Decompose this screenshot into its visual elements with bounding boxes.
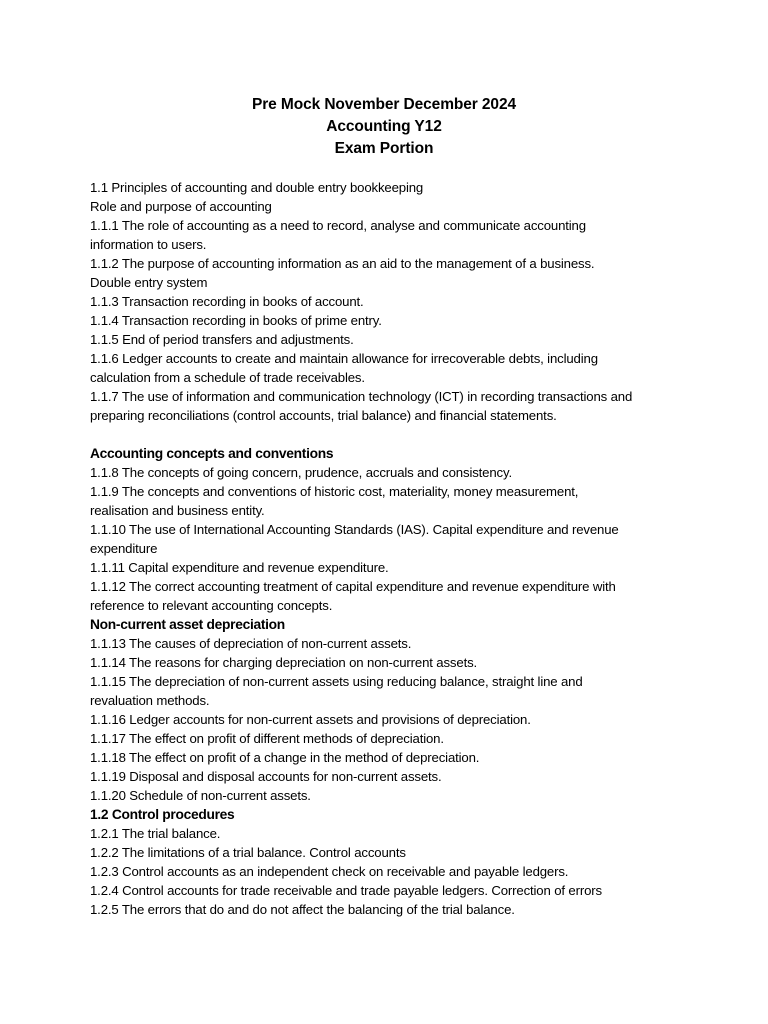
syllabus-line: 1.1.12 The correct accounting treatment of capital expenditure and revenue expenditure with	[90, 579, 616, 594]
syllabus-line: 1.1.16 Ledger accounts for non-current assets and provisions of depreciation.	[90, 712, 531, 727]
syllabus-line: Double entry system	[90, 275, 208, 290]
syllabus-line: 1.1.9 The concepts and conventions of historic cost, materiality, money measurement,	[90, 484, 579, 499]
title-block	[0, 94, 768, 160]
syllabus-line: 1.1.6 Ledger accounts to create and maintain allowance for irrecoverable debts, including	[90, 351, 598, 366]
syllabus-line: 1.1.8 The concepts of going concern, prudence, accruals and consistency.	[90, 465, 512, 480]
section-heading: Accounting concepts and conventions	[90, 446, 334, 461]
syllabus-line: calculation from a schedule of trade receivables.	[90, 370, 365, 385]
syllabus-line: 1.2.1 The trial balance.	[90, 826, 221, 841]
syllabus-line: Role and purpose of accounting	[90, 199, 272, 214]
syllabus-line: 1.1.19 Disposal and disposal accounts for non-current assets.	[90, 769, 442, 784]
syllabus-line: 1.1.13 The causes of depreciation of non-current assets.	[90, 636, 412, 651]
document-title: Pre Mock November December 2024	[252, 96, 516, 113]
syllabus-line: 1.1.5 End of period transfers and adjustments.	[90, 332, 354, 347]
syllabus-line: 1.2.3 Control accounts as an independent check on receivable and payable ledgers.	[90, 864, 569, 879]
blank-line	[90, 425, 690, 444]
syllabus-line: preparing reconciliations (control accounts, trial balance) and financial statements.	[90, 408, 557, 423]
section-heading: Non-current asset depreciation	[90, 617, 285, 632]
syllabus-line: 1.1.10 The use of International Accounting Standards (IAS). Capital expenditure and revenue	[90, 522, 619, 537]
syllabus-line: 1.2.4 Control accounts for trade receivable and trade payable ledgers. Correction of errors	[90, 883, 602, 898]
syllabus-line: 1.2.2 The limitations of a trial balance. Control accounts	[90, 845, 406, 860]
syllabus-line: 1.1.17 The effect on profit of different methods of depreciation.	[90, 731, 444, 746]
syllabus-line: revaluation methods.	[90, 693, 210, 708]
syllabus-line: 1.2.5 The errors that do and do not affect the balancing of the trial balance.	[90, 902, 515, 917]
document-subtitle: Exam Portion	[334, 140, 434, 157]
section-heading: 1.2 Control procedures	[90, 807, 235, 822]
syllabus-line: 1.1.14 The reasons for charging depreciation on non-current assets.	[90, 655, 478, 670]
syllabus-line: 1.1.11 Capital expenditure and revenue expenditure.	[90, 560, 389, 575]
syllabus-line: 1.1.3 Transaction recording in books of account.	[90, 294, 364, 309]
syllabus-line: 1.1.1 The role of accounting as a need to record, analyse and communicate accounting	[90, 218, 586, 233]
syllabus-line: reference to relevant accounting concepts.	[90, 598, 333, 613]
syllabus-line: 1.1.20 Schedule of non-current assets.	[90, 788, 311, 803]
syllabus-line: 1.1.4 Transaction recording in books of prime entry.	[90, 313, 382, 328]
syllabus-content	[90, 178, 690, 919]
syllabus-line: information to users.	[90, 237, 207, 252]
syllabus-line: 1.1.18 The effect on profit of a change in the method of depreciation.	[90, 750, 480, 765]
syllabus-line: 1.1.7 The use of information and communication technology (ICT) in recording transactions and	[90, 389, 633, 404]
syllabus-line: 1.1.2 The purpose of accounting information as an aid to the management of a business.	[90, 256, 595, 271]
syllabus-line: 1.1.15 The depreciation of non-current assets using reducing balance, straight line and	[90, 674, 583, 689]
syllabus-line: 1.1 Principles of accounting and double entry bookkeeping	[90, 180, 424, 195]
document-subject: Accounting Y12	[326, 118, 442, 135]
syllabus-line: realisation and business entity.	[90, 503, 265, 518]
syllabus-line: expenditure	[90, 541, 158, 556]
